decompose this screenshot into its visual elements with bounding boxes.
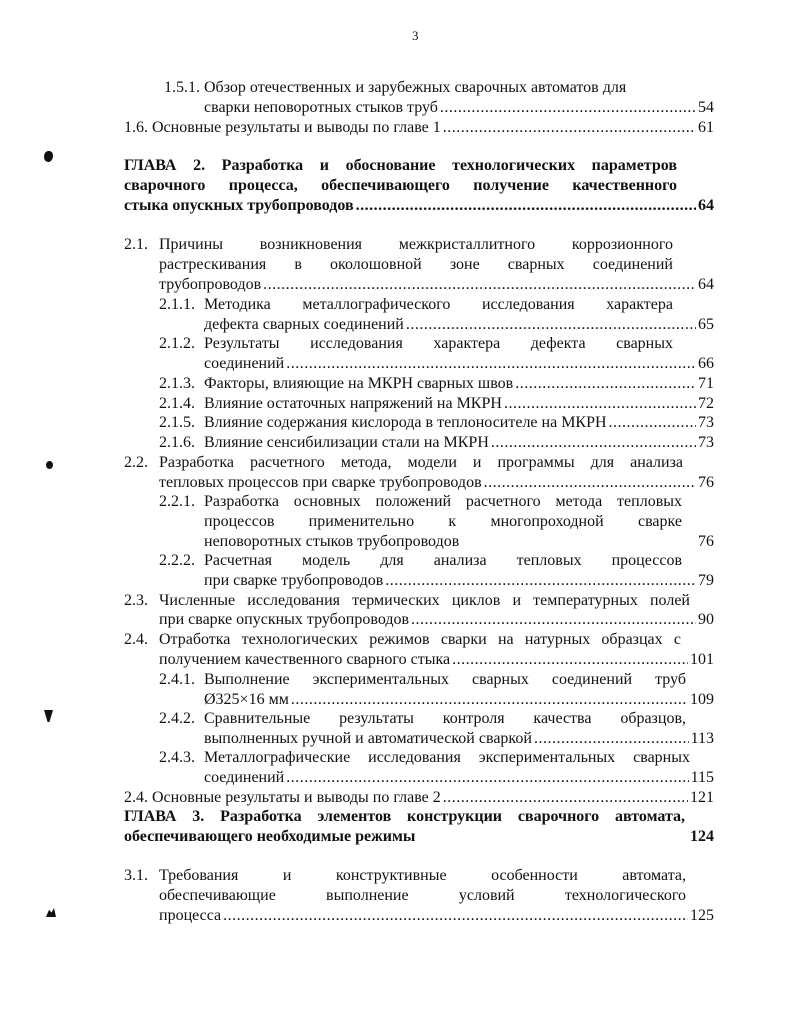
toc-entry-2-1-3 bbox=[204, 374, 714, 394]
toc-entry-2-2-1-line1: Разработка основных положений расчетного метода тепловых bbox=[204, 493, 682, 510]
toc-page: 76 bbox=[698, 533, 714, 550]
toc-num: 3.1. bbox=[124, 867, 148, 884]
toc-num: 2.1.1. bbox=[159, 296, 195, 313]
margin-mark bbox=[44, 151, 53, 162]
toc-chapter-2-line1: ГЛАВА 2. Разработка и обоснование технологических параметров bbox=[124, 157, 677, 174]
toc-num: 2.4.2. bbox=[159, 710, 195, 727]
toc-num: 2.4.1. bbox=[159, 671, 195, 688]
toc-page: 72 bbox=[698, 395, 714, 412]
toc-entry-2-1-1-line2 bbox=[204, 315, 714, 335]
toc-entry-2-3-line2 bbox=[159, 610, 714, 630]
toc-entry-2-4-3-line1: Металлографические исследования экспериментальных сварных bbox=[204, 749, 690, 766]
toc-entry-2-2-2-line1: Расчетная модель для анализа тепловых процессов bbox=[204, 552, 682, 569]
toc-entry-2-2-1-line3 bbox=[204, 532, 714, 552]
toc-entry-2-2-1-line2: процессов применительно к многопроходной сварке bbox=[204, 513, 682, 530]
toc-page: 79 bbox=[698, 572, 714, 589]
toc-entry-text: Факторы, влияющие на МКРН сварных швов bbox=[204, 375, 514, 392]
toc-entry-text: процесса bbox=[159, 907, 222, 924]
toc-entry-2-4-line1: Отработка технологических режимов сварки на натурных образцах с bbox=[159, 631, 681, 648]
toc-chapter-2-line2: сварочного процесса, обеспечивающего получение качественного bbox=[124, 177, 677, 194]
toc-num: 2.1.2. bbox=[159, 335, 195, 352]
toc-entry-3-1-line1: Требования и конструктивные особенности автомата, bbox=[159, 867, 686, 884]
toc-entry-2-2-2-line2 bbox=[204, 571, 714, 591]
toc-entry-2-4-1-line1: Выполнение экспериментальных сварных соединений труб bbox=[204, 671, 686, 688]
toc-entry-text: Влияние содержания кислорода в теплоносителе на МКРН bbox=[204, 414, 607, 431]
toc-entry-text: тепловых процессов при сварке трубопроводов bbox=[159, 474, 482, 491]
toc-num: 2.3. bbox=[124, 592, 148, 609]
toc-entry-text: сварки неповоротных стыков труб bbox=[204, 99, 438, 116]
toc-entry-3-1-line3 bbox=[159, 906, 714, 926]
toc-num: 2.2.1. bbox=[159, 493, 195, 510]
toc-page: 113 bbox=[690, 730, 714, 747]
toc-entry-2-2-line1: Разработка расчетного метода, модели и программы для анализа bbox=[159, 454, 683, 471]
toc-chapter-3-line1: ГЛАВА 3. Разработка элементов конструкции сварочного автомата, bbox=[124, 808, 685, 825]
margin-mark bbox=[46, 461, 53, 469]
toc-page: 121 bbox=[690, 789, 714, 806]
toc-entry-2-2-line2 bbox=[159, 473, 714, 493]
toc-page: 66 bbox=[698, 355, 714, 372]
toc-entry-text: соединений bbox=[204, 769, 285, 786]
toc-entry-2-1-line1: Причины возникновения межкристаллитного коррозионного bbox=[159, 236, 673, 253]
toc-entry-text: Ø325×16 мм bbox=[204, 691, 289, 708]
toc-page: 71 bbox=[698, 375, 714, 392]
toc-entry-2-4-1-line2 bbox=[204, 690, 714, 710]
toc-entry-2-4-2-line1: Сравнительные результаты контроля качества образцов, bbox=[204, 710, 686, 727]
toc-entry-2-4-results bbox=[124, 788, 714, 808]
toc-num: 2.4. bbox=[124, 631, 148, 648]
margin-mark bbox=[46, 908, 56, 917]
toc-page: 65 bbox=[698, 316, 714, 333]
toc-entry-1-6 bbox=[124, 118, 714, 138]
toc-entry-text: соединений bbox=[204, 355, 285, 372]
toc-page: 109 bbox=[690, 691, 714, 708]
toc-page: 64 bbox=[698, 197, 714, 214]
toc-entry-text: стыка опускных трубопроводов bbox=[124, 197, 354, 214]
toc-num: 2.1.5. bbox=[159, 414, 195, 431]
toc-entry-3-1-line2: обеспечивающие выполнение условий технологического bbox=[159, 887, 686, 904]
toc-num: 2.1.4. bbox=[159, 395, 195, 412]
toc-page: 76 bbox=[698, 474, 714, 491]
toc-entry-text: 2.4. Основные результаты и выводы по главе 2 bbox=[124, 789, 441, 806]
toc-entry-text: при сварке трубопроводов bbox=[204, 572, 384, 589]
toc-num: 2.1.3. bbox=[159, 375, 195, 392]
toc-entry-2-1-2-line2 bbox=[204, 354, 714, 374]
toc-page: 101 bbox=[690, 651, 714, 668]
toc-entry-2-1-2-line1: Результаты исследования характера дефекта сварных bbox=[204, 335, 673, 352]
toc-num: 2.4.3. bbox=[159, 749, 195, 766]
toc-entry-text: выполненных ручной и автоматической сваркой bbox=[204, 730, 532, 747]
toc-num: 2.1. bbox=[124, 236, 148, 253]
toc-page: 125 bbox=[690, 907, 714, 924]
toc-page: 115 bbox=[690, 769, 714, 786]
toc-page: 73 bbox=[698, 434, 714, 451]
margin-mark bbox=[44, 710, 53, 722]
toc-entry-2-4-2-line2 bbox=[204, 729, 714, 749]
toc-entry-1-5-1-line2 bbox=[204, 98, 714, 118]
toc-entry-text: Влияние сенсибилизации стали на МКРН bbox=[204, 434, 489, 451]
toc-entry-text: неповоротных стыков трубопроводов bbox=[204, 533, 460, 550]
toc-entry-text: дефекта сварных соединений bbox=[204, 316, 404, 333]
page-number: 3 bbox=[412, 28, 419, 43]
toc-page: 54 bbox=[698, 99, 714, 116]
toc-entry-2-1-line2: растрескивания в околошовной зоне сварных соединений bbox=[159, 256, 673, 273]
toc-page: 124 bbox=[690, 828, 714, 845]
toc-num: 2.2.2. bbox=[159, 552, 195, 569]
toc-chapter-3-line2 bbox=[124, 827, 714, 847]
toc-entry-2-1-4 bbox=[204, 394, 714, 414]
toc-entry-text: 1.6. Основные результаты и выводы по главе 1 bbox=[124, 119, 441, 136]
toc-chapter-2-line3 bbox=[124, 196, 714, 216]
toc-entry-text: получением качественного сварного стыка bbox=[159, 651, 451, 668]
toc-num: 2.2. bbox=[124, 454, 148, 471]
toc-entry-text: при сварке опускных трубопроводов bbox=[159, 611, 410, 628]
toc-entry-1-5-1 bbox=[164, 78, 690, 98]
toc-page: 61 bbox=[698, 119, 714, 136]
toc-entry-2-4-3-line2 bbox=[204, 768, 714, 788]
toc-num: 2.1.6. bbox=[159, 434, 195, 451]
toc-entry-2-1-1-line1: Методика металлографического исследования характера bbox=[204, 296, 673, 313]
toc-entry-text: трубопроводов bbox=[159, 276, 262, 293]
toc-page: 73 bbox=[698, 414, 714, 431]
toc-entry-2-1-5 bbox=[204, 413, 714, 433]
toc-entry-text: 1.5.1. Обзор отечественных и зарубежных сварочных автоматов для bbox=[164, 79, 627, 96]
toc-entry-text: обеспечивающего необходимые режимы bbox=[124, 828, 416, 845]
toc-entry-2-4-line2 bbox=[159, 650, 714, 670]
toc-entry-2-3-line1: Численные исследования термических циклов и температурных полей bbox=[159, 592, 690, 609]
toc-page: 64 bbox=[698, 276, 714, 293]
toc-page: 90 bbox=[698, 611, 714, 628]
toc-entry-text: Влияние остаточных напряжений на МКРН bbox=[204, 395, 502, 412]
toc-entry-2-1-line3 bbox=[159, 275, 714, 295]
toc-entry-2-1-6 bbox=[204, 433, 714, 453]
